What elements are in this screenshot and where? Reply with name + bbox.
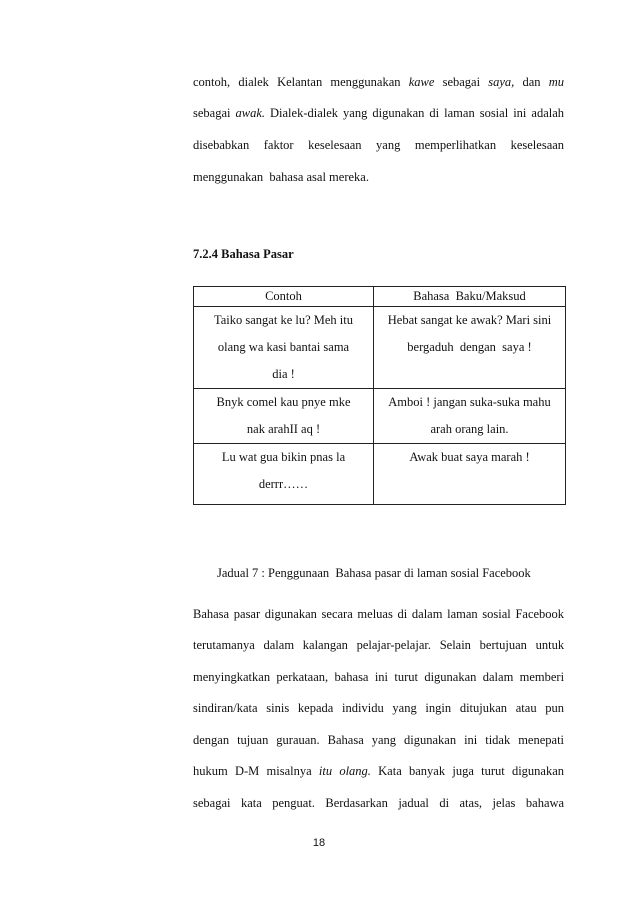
intro-line-2: sebagai awak. Dialek-dialek yang digunakan di laman sosial ini adalah bbox=[193, 106, 565, 120]
body-line-1: Bahasa pasar digunakan secara meluas di dalam laman sosial Facebook bbox=[193, 607, 565, 621]
body-line-7: sebagai kata penguat. Berdasarkan jadual di atas, jelas bahawa bbox=[193, 796, 565, 810]
cell-contoh: Taiko sangat ke lu? Meh itu olang wa kasi bantai sama dia ! bbox=[194, 307, 374, 389]
intro-line-4: menggunakan bahasa asal mereka. bbox=[193, 170, 369, 184]
cell-maksud: Awak buat saya marah ! bbox=[374, 444, 566, 505]
table-row bbox=[194, 389, 566, 444]
body-line-2: terutamanya dalam kalangan pelajar-pelajar. Selain bertujuan untuk bbox=[193, 638, 565, 652]
table-row bbox=[194, 444, 566, 505]
cell-maksud: Hebat sangat ke awak? Mari sini bergaduh dengan saya ! bbox=[374, 307, 566, 389]
header-contoh: Contoh bbox=[194, 287, 374, 307]
header-maksud: Bahasa Baku/Maksud bbox=[374, 287, 566, 307]
page-number: 18 bbox=[312, 837, 326, 849]
cell-contoh: Lu wat gua bikin pnas la derrr…… bbox=[194, 444, 374, 505]
intro-line-1: contoh, dialek Kelantan menggunakan kawe sebagai saya, dan mu bbox=[193, 75, 565, 89]
table-row bbox=[194, 307, 566, 389]
table-header-row bbox=[194, 287, 566, 307]
section-heading: 7.2.4 Bahasa Pasar bbox=[193, 247, 294, 261]
body-line-4: sindiran/kata sinis kepada individu yang ingin ditujukan atau pun bbox=[193, 701, 565, 715]
bahasa-pasar-table bbox=[193, 286, 566, 505]
body-line-5: dengan tujuan gurauan. Bahasa yang digunakan ini tidak menepati bbox=[193, 733, 565, 747]
table-caption: Jadual 7 : Penggunaan Bahasa pasar di laman sosial Facebook bbox=[217, 566, 531, 580]
body-line-6: hukum D-M misalnya itu olang. Kata banyak juga turut digunakan bbox=[193, 764, 565, 778]
cell-contoh: Bnyk comel kau pnye mke nak arahII aq ! bbox=[194, 389, 374, 444]
body-line-3: menyingkatkan perkataan, bahasa ini turut digunakan dalam memberi bbox=[193, 670, 565, 684]
intro-line-3: disebabkan faktor keselesaan yang memperlihatkan keselesaan bbox=[193, 138, 565, 152]
cell-maksud: Amboi ! jangan suka-suka mahu arah orang lain. bbox=[374, 389, 566, 444]
